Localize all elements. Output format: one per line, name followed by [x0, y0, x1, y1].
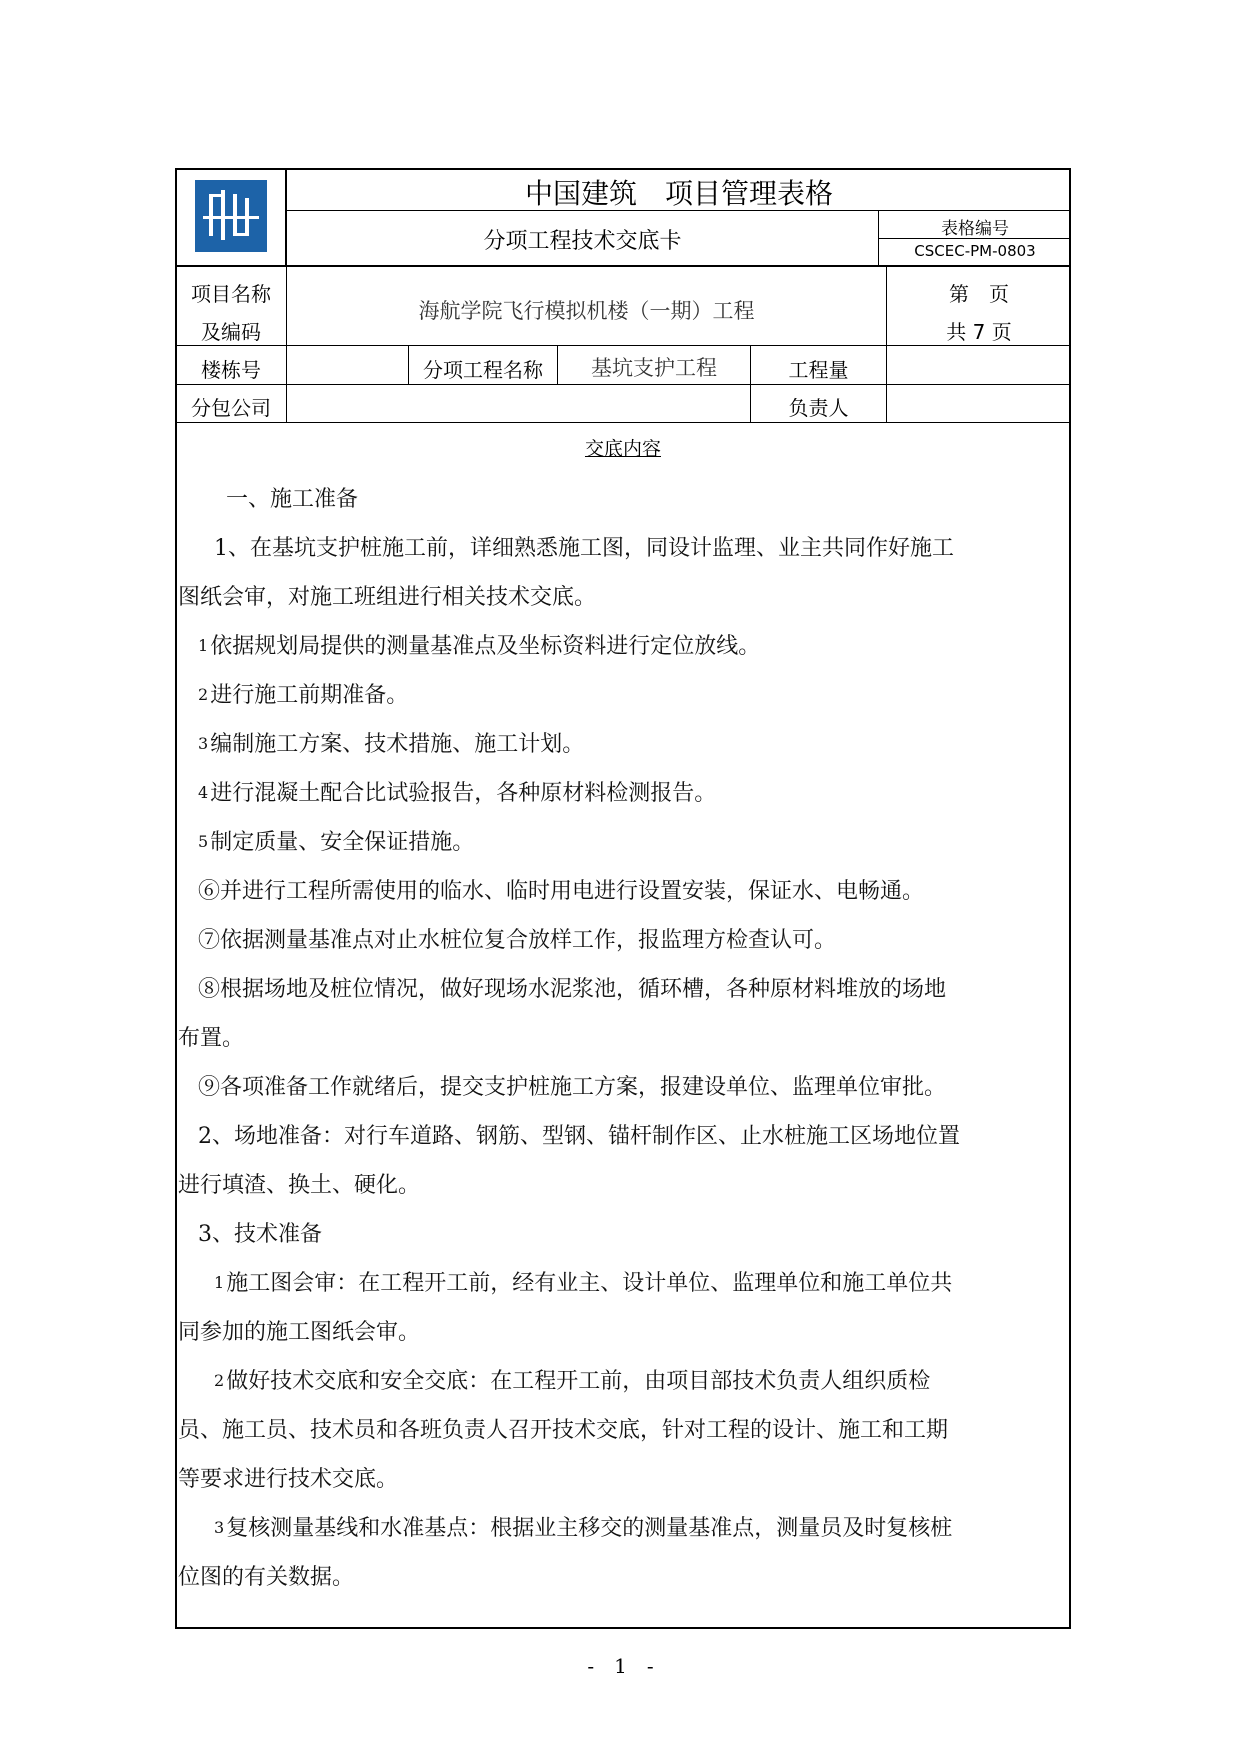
- body-line: 同参加的施工图纸会审。: [178, 1320, 421, 1345]
- person-in-charge-label: 负责人: [788, 396, 849, 420]
- project-label-line-1: 项目名称: [191, 282, 271, 306]
- list-item: 1施工图会审：在工程开工前，经有业主、设计单位、监理单位和施工单位共: [214, 1271, 953, 1296]
- item-marker: 1: [198, 636, 209, 655]
- page-number: - 1 -: [587, 1654, 654, 1678]
- body-line: 布置。: [178, 1026, 245, 1051]
- form-no-value: CSCEC-PM-0803: [914, 242, 1036, 260]
- list-item: ⑦依据测量基准点对止水桩位复合放样工作，报监理方检查认可。: [198, 928, 837, 953]
- body-line: 员、施工员、技术员和各班负责人召开技术交底，针对工程的设计、施工和工期: [178, 1418, 949, 1443]
- item-marker: 5: [198, 832, 209, 851]
- body-line: 1、在基坑支护桩施工前，详细熟悉施工图，同设计监理、业主共同作好施工: [214, 536, 954, 561]
- section-3-title: 3、技术准备: [198, 1222, 322, 1247]
- form-title: 中国建筑 项目管理表格: [524, 177, 833, 210]
- page-label-current: 第 页: [949, 282, 1009, 306]
- item-name-label: 分项工程名称: [423, 358, 543, 382]
- list-item: 3编制施工方案、技术措施、施工计划。: [198, 732, 585, 757]
- subcontractor-label: 分包公司: [191, 396, 271, 420]
- body-line: 2、场地准备：对行车道路、钢筋、型钢、锚杆制作区、止水桩施工区场地位置: [198, 1124, 960, 1149]
- item-marker: 3: [214, 1518, 225, 1537]
- content-heading: 交底内容: [584, 438, 661, 460]
- form-subtitle: 分项工程技术交底卡: [483, 229, 682, 254]
- form-no-label: 表格编号: [941, 219, 1009, 239]
- page-label-total: 共 7 页: [946, 320, 1012, 344]
- item-marker: 2: [198, 685, 209, 704]
- body-line: 图纸会审，对施工班组进行相关技术交底。: [178, 585, 597, 610]
- item-name-value: 基坑支护工程: [591, 356, 717, 380]
- list-item: 1依据规划局提供的测量基准点及坐标资料进行定位放线。: [198, 634, 761, 659]
- quantity-label: 工程量: [788, 358, 849, 382]
- body-line: 等要求进行技术交底。: [178, 1467, 399, 1492]
- list-item: 5制定质量、安全保证措施。: [198, 830, 475, 855]
- cscec-logo: [195, 180, 267, 252]
- info-row-2-bottom: [175, 384, 1071, 385]
- list-item: ⑥并进行工程所需使用的临水、临时用电进行设置安装，保证水、电畅通。: [198, 879, 925, 904]
- project-name: 海航学院飞行模拟机楼（一期）工程: [418, 299, 755, 323]
- list-item: 2进行施工前期准备。: [198, 683, 409, 708]
- item-marker: 4: [198, 783, 209, 802]
- body-line: 进行填渣、换土、硬化。: [178, 1173, 421, 1198]
- list-item: ⑧根据场地及桩位情况，做好现场水泥浆池，循环槽，各种原材料堆放的场地: [198, 977, 947, 1002]
- item-marker: 3: [198, 734, 209, 753]
- item-marker: 1: [214, 1273, 225, 1292]
- section-1-title: 一、施工准备: [226, 487, 359, 512]
- list-item: 2做好技术交底和安全交底：在工程开工前，由项目部技术负责人组织质检: [214, 1369, 931, 1394]
- item-marker: 2: [214, 1371, 225, 1390]
- list-item: ⑨各项准备工作就绪后，提交支护桩施工方案，报建设单位、监理单位审批。: [198, 1075, 947, 1100]
- building-label: 楼栋号: [201, 358, 261, 382]
- info-row-1-bottom: [175, 345, 1071, 346]
- body-line: 位图的有关数据。: [178, 1565, 355, 1590]
- list-item: 4进行混凝土配合比试验报告，各种原材料检测报告。: [198, 781, 717, 806]
- list-item: 3复核测量基线和水准基点：根据业主移交的测量基准点，测量员及时复核桩: [214, 1516, 953, 1541]
- project-label-line-2: 及编码: [201, 320, 261, 344]
- info-col-1: [286, 266, 287, 423]
- header-bottom-border: [175, 265, 1071, 267]
- info-row-3-bottom: [175, 422, 1071, 423]
